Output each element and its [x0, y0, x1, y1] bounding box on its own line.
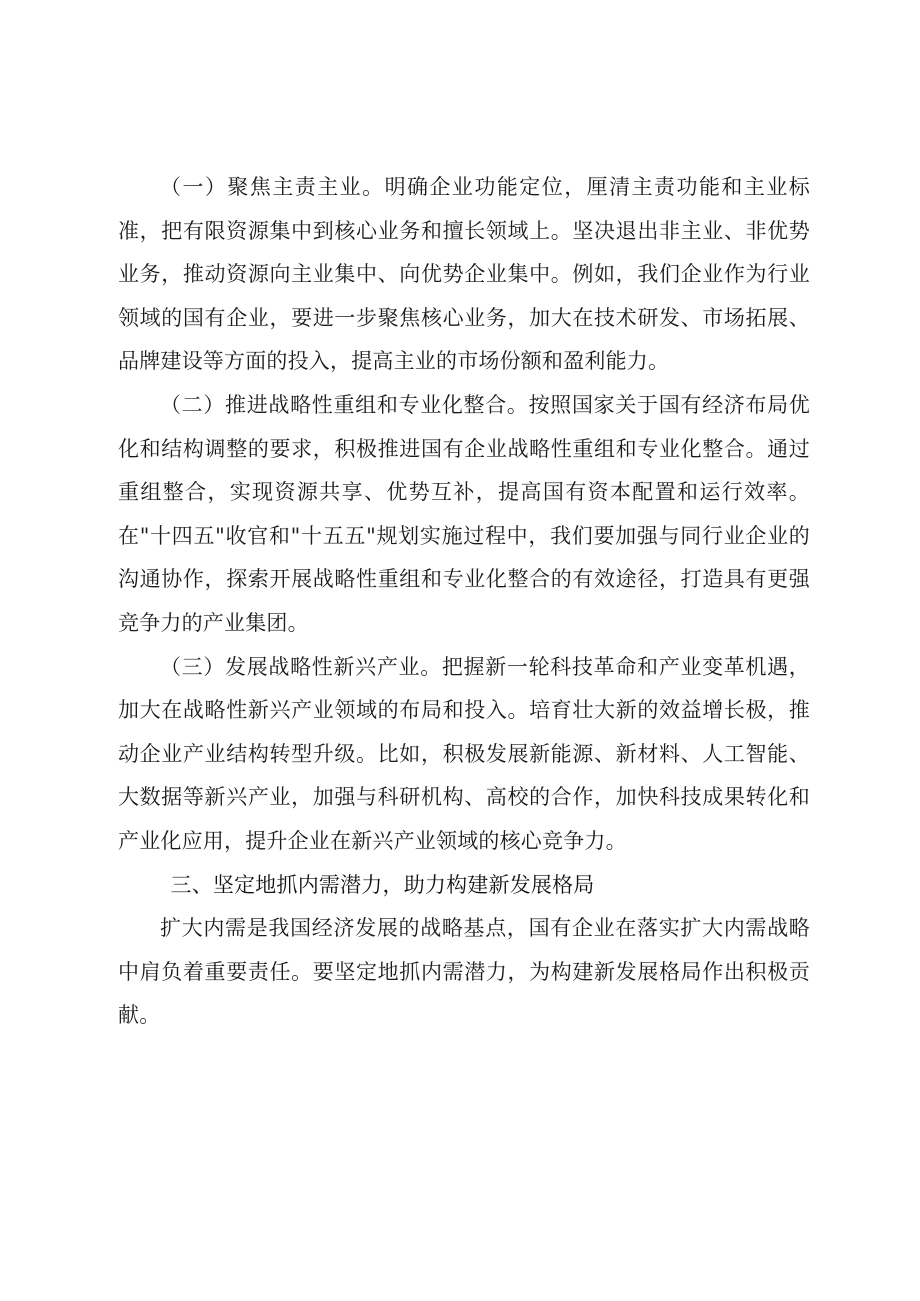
document-body — [118, 166, 810, 1038]
paragraph-focus-main-business: （一）聚焦主责主业。明确企业功能定位，厘清主责功能和主业标准，把有限资源集中到核心业务和擅长领域上。坚决退出非主业、非优势业务，推动资源向主业集中、向优势企业集中。例如，我们企业作为行业领域的国有企业，要进一步聚焦核心业务，加大在技术研发、市场拓展、品牌建设等方面的投入，提高主业的市场份额和盈利能力。 — [118, 175, 810, 374]
paragraph-strategic-restructuring: （二）推进战略性重组和专业化整合。按照国家关于国有经济布局优化和结构调整的要求，积极推进国有企业战略性重组和专业化整合。通过重组整合，实现资源共享、优势互补，提高国有资本配置和运行效率。在"十四五"收官和"十五五"规划实施过程中，我们要加强与同行业企业的沟通协作，探索开展战略性重组和专业化整合的有效途径，打造具有更强竞争力的产业集团。 — [118, 392, 810, 635]
paragraph-emerging-industries: （三）发展战略性新兴产业。把握新一轮科技革命和产业变革机遇，加大在战略性新兴产业领域的布局和投入。培育壮大新的效益增长极，推动企业产业结构转型升级。比如，积极发展新能源、新材料、人工智能、大数据等新兴产业，加强与科研机构、高校的合作，加快科技成果转化和产业化应用，提升企业在新兴产业领域的核心竞争力。 — [118, 654, 810, 853]
paragraph-domestic-demand: 扩大内需是我国经济发展的战略基点，国有企业在落实扩大内需战略中肩负着重要责任。要坚定地抓内需潜力，为构建新发展格局作出积极贡献。 — [118, 916, 810, 1028]
section-heading: 三、坚定地抓内需潜力，助力构建新发展格局 — [170, 872, 595, 897]
